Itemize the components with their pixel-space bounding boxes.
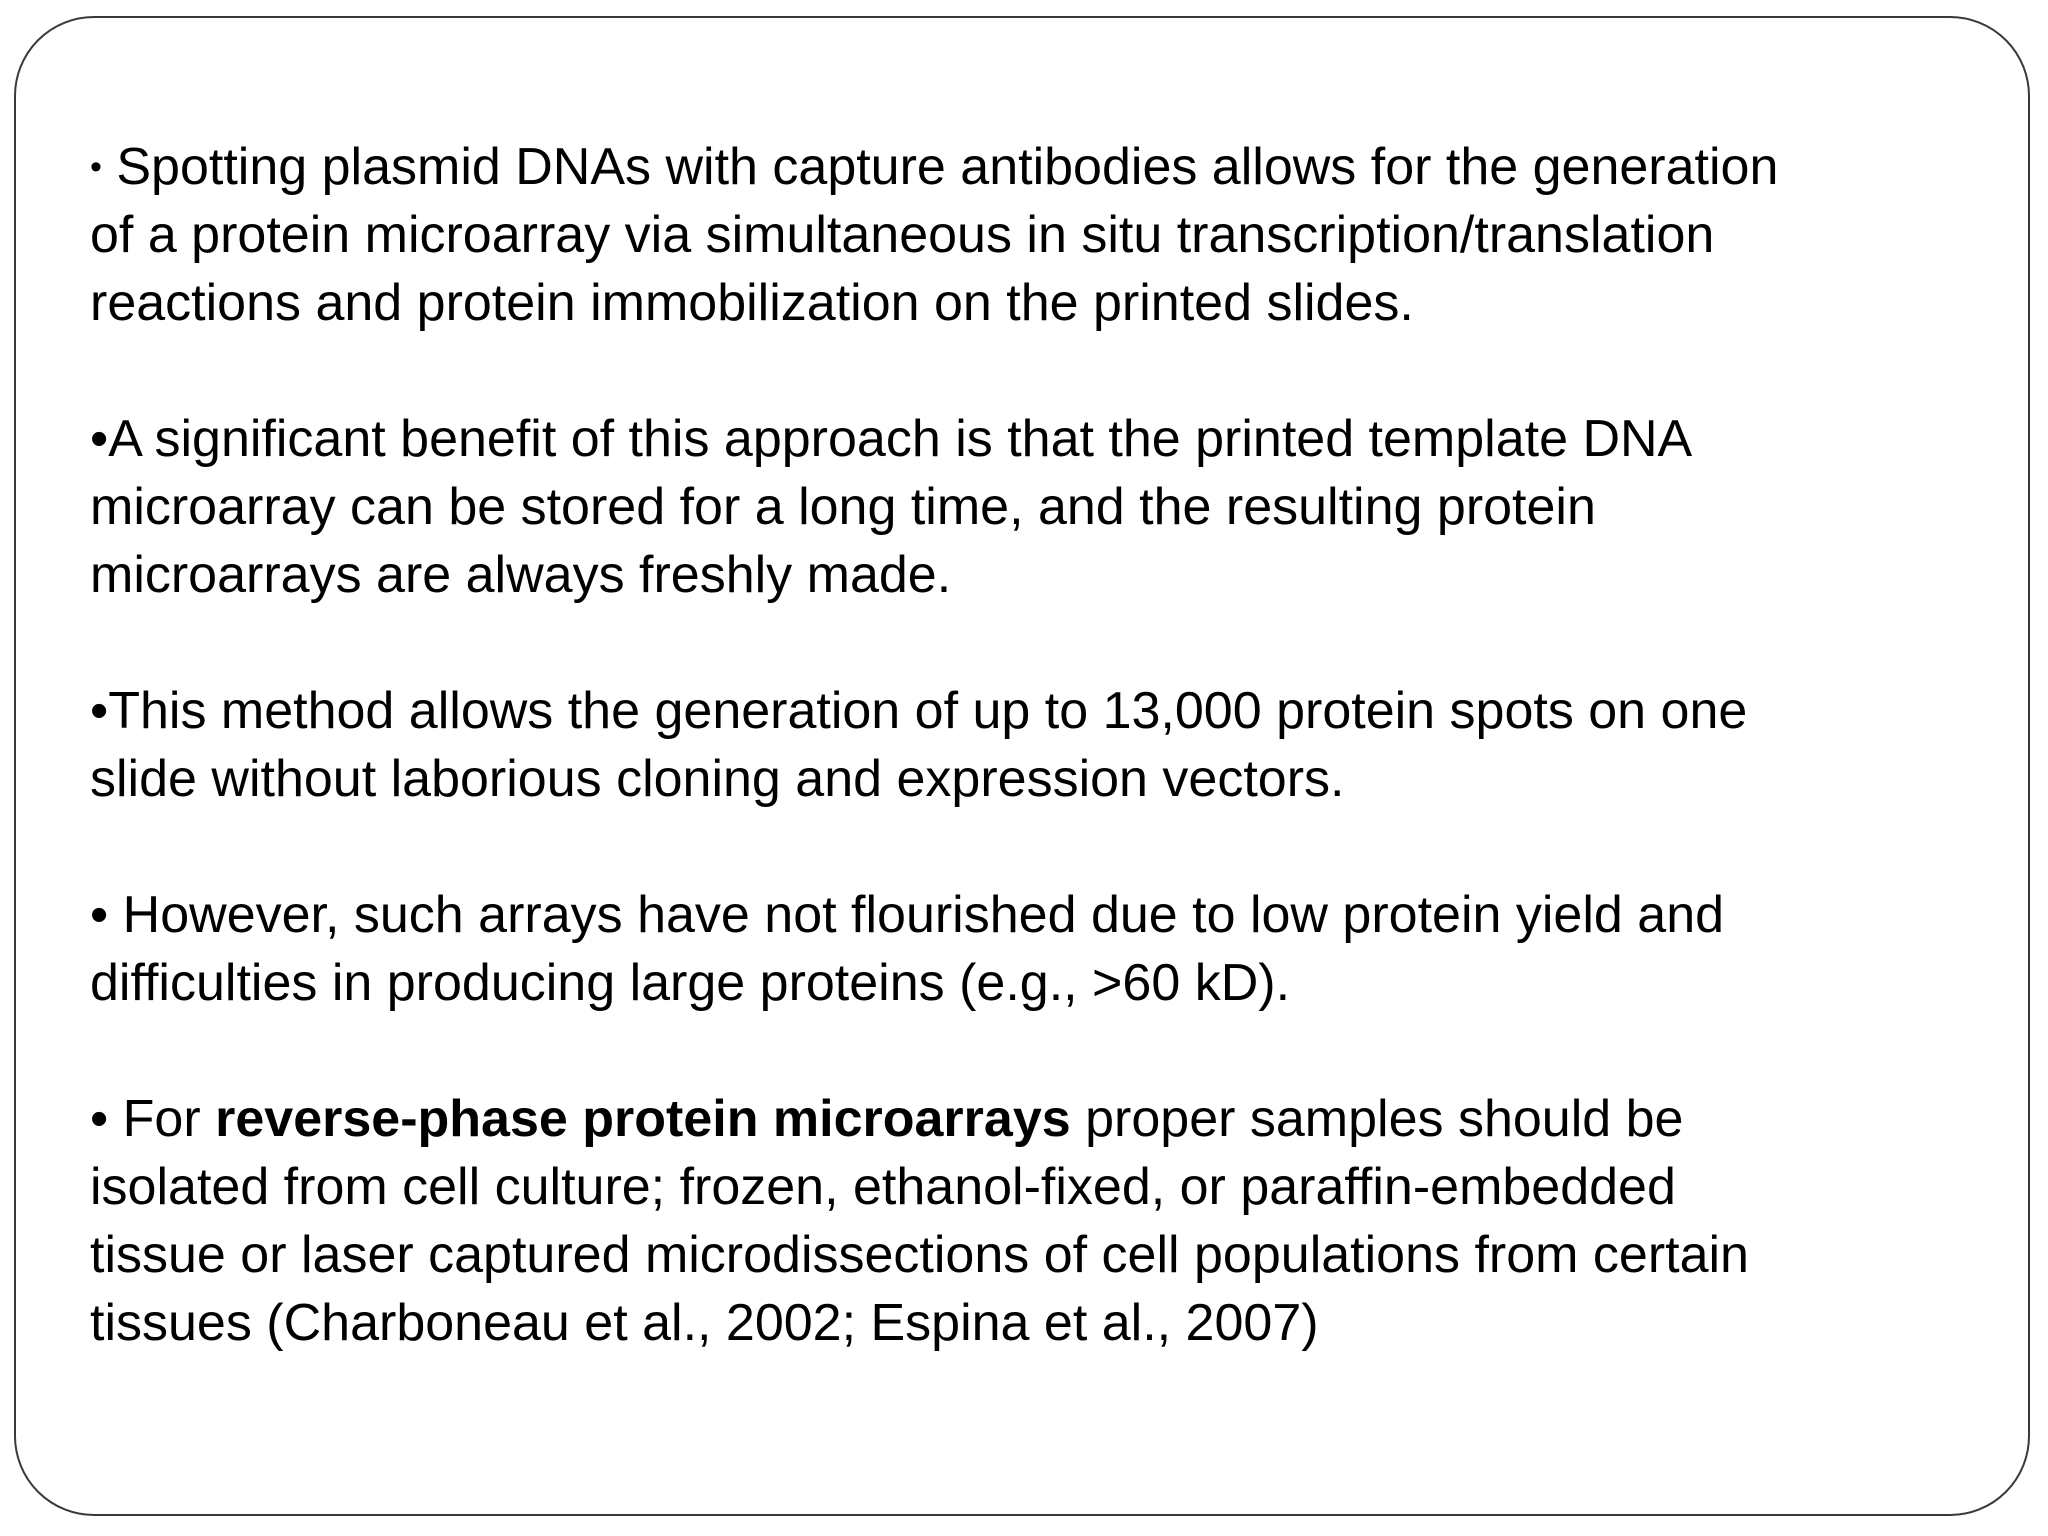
text-line: However, such arrays have not flourished due to low protein yield and — [108, 886, 1725, 945]
text-line: of a protein microarray via simultaneous in situ transcription/translation — [90, 206, 1715, 265]
text-line: isolated from cell culture; frozen, ethanol-fixed, or paraffin-embedded — [90, 1158, 1676, 1217]
text-line: microarray can be stored for a long time, and the resulting protein — [90, 478, 1596, 537]
text-line: This method allows the generation of up to 13,000 protein spots on one — [108, 682, 1748, 741]
bullet: • — [90, 886, 109, 945]
bullet: • — [90, 682, 109, 741]
paragraph-method-capacity — [90, 677, 1990, 813]
bullet: • — [90, 410, 109, 469]
bold-term: reverse-phase protein microarrays — [215, 1090, 1071, 1149]
text-line: A significant benefit of this approach is that the printed template DNA — [108, 410, 1693, 469]
paragraph-plasmid-spotting — [90, 133, 1990, 337]
text-line: tissue or laser captured microdissections of cell populations from certain — [90, 1226, 1749, 1285]
text-rest: proper samples should be — [1070, 1090, 1684, 1149]
bullet: • — [90, 1090, 109, 1149]
slide-body — [90, 133, 1990, 1357]
text-line: tissues (Charboneau et al., 2002; Espina et al., 2007) — [90, 1294, 1319, 1353]
paragraph-limitations — [90, 881, 1990, 1017]
text-line: Spotting plasmid DNAs with capture antibodies allows for the generation — [101, 138, 1779, 197]
bullet: • — [90, 148, 102, 186]
text-line: slide without laborious cloning and expression vectors. — [90, 750, 1345, 809]
text-line: difficulties in producing large proteins (e.g., >60 kD). — [90, 954, 1291, 1013]
text-line: microarrays are always freshly made. — [90, 546, 952, 605]
text-line: reactions and protein immobilization on the printed slides. — [90, 274, 1414, 333]
paragraph-reverse-phase — [90, 1085, 1990, 1357]
text-lead: For — [108, 1090, 216, 1149]
paragraph-benefit — [90, 405, 1990, 609]
